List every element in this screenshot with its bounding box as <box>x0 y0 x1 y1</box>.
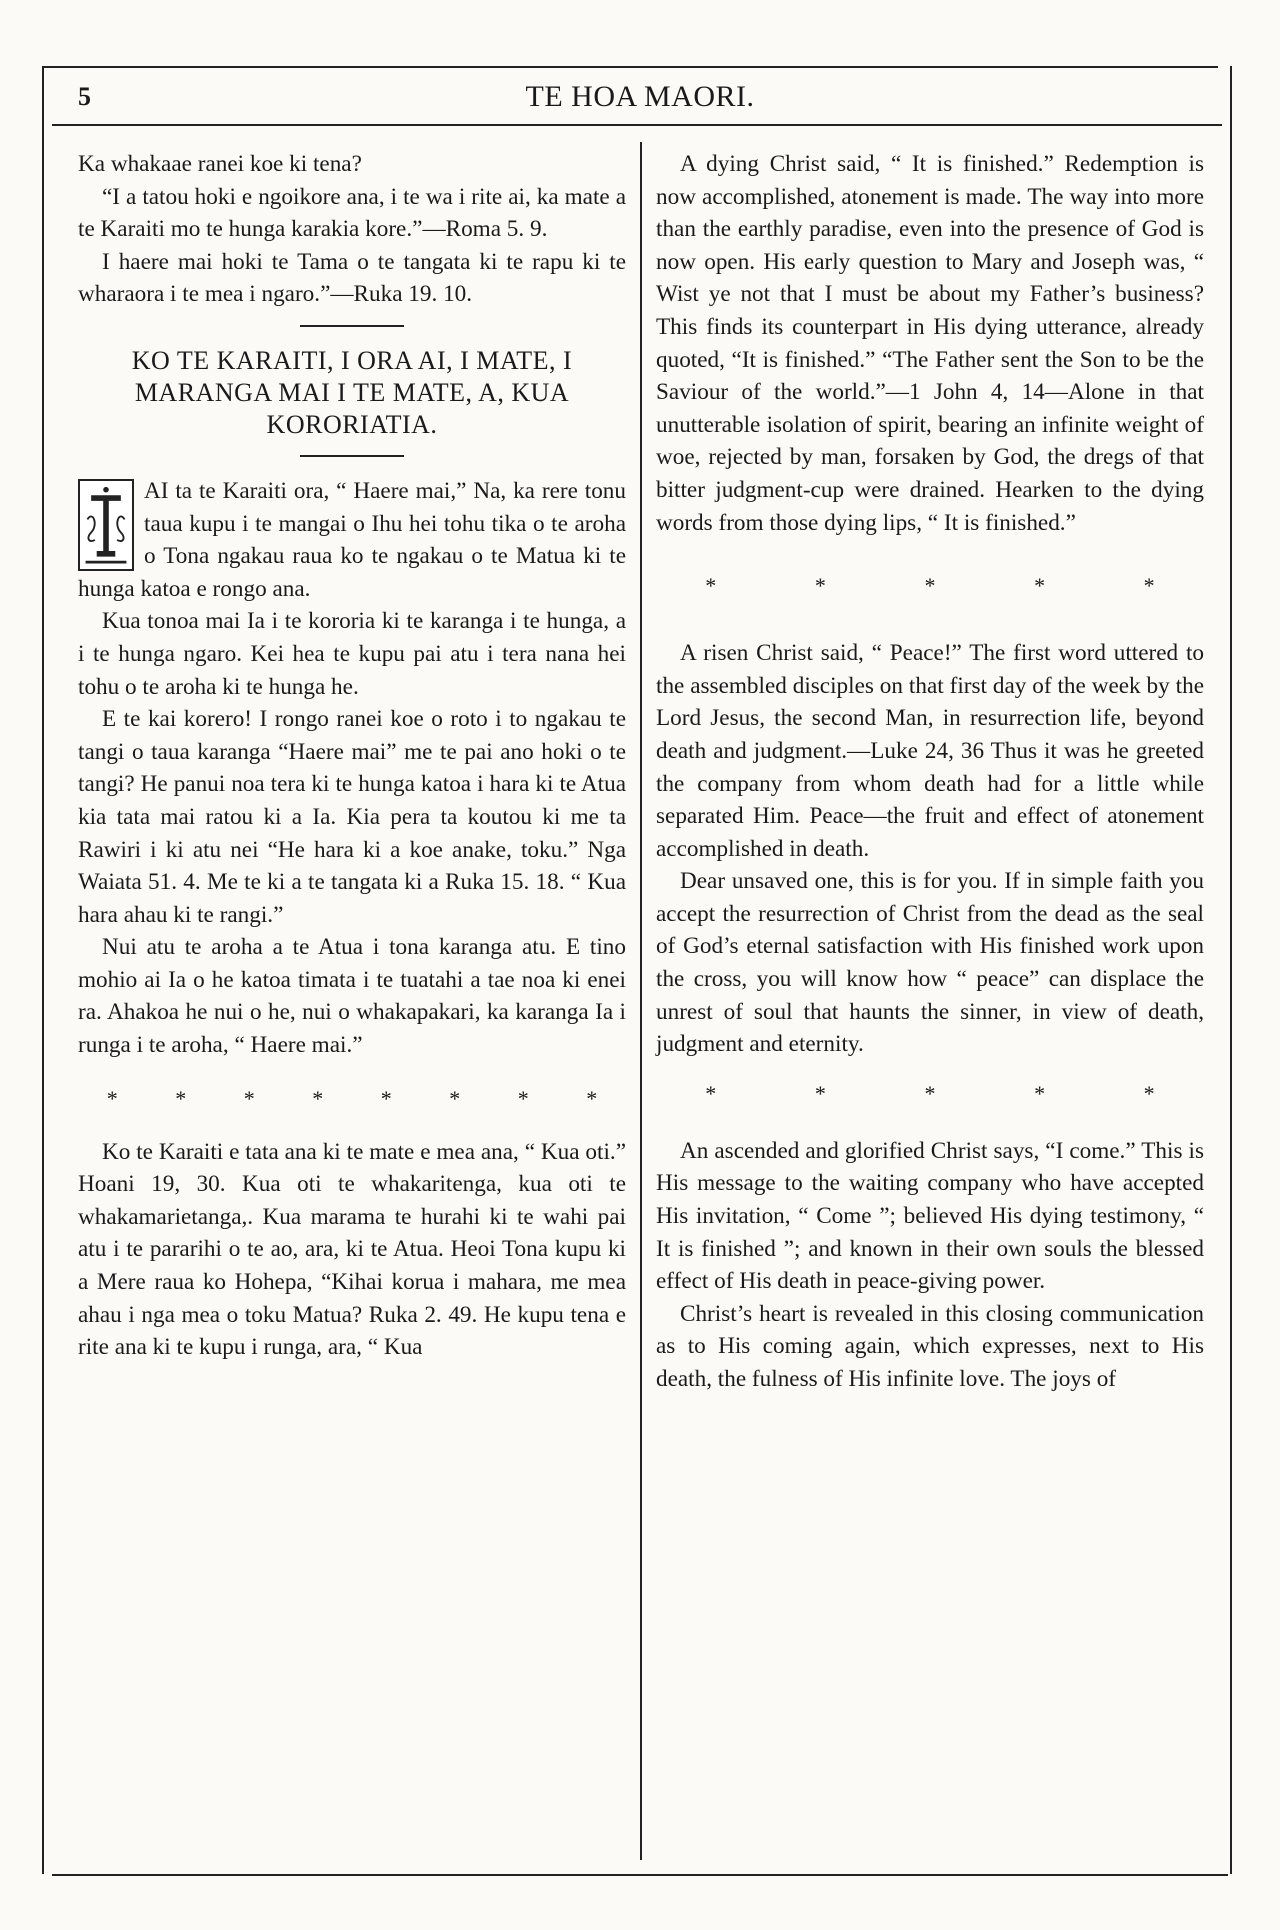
star: * <box>705 1080 717 1106</box>
running-title: TE HOA MAORI. <box>525 80 755 113</box>
paragraph-with-drop-cap <box>78 475 626 605</box>
paragraph: I haere mai hoki te Tama o te tangata ki te rapu ki te wharaora i te mea i ngaro.”—Ruka 19. 10. <box>78 248 626 308</box>
paragraph: “I a tatou hoki e ngoikore ana, i te wa i rite ai, ka mate a te Karaiti mo te hunga karakia kore.”—Roma 5. 9. <box>78 183 626 243</box>
star-separator <box>656 1080 1204 1106</box>
star: * <box>1034 573 1046 599</box>
paragraph: An ascended and glorified Christ says, “I come.” This is His message to the waiting company who have accepted His invitation, “ Come ”; believed His dying testimony, “ It is finished ”; and known in their own souls the blessed effect of His death in peace-giving power. <box>656 1137 1204 1295</box>
section-heading: KO TE KARAITI, I ORA AI, I MATE, I MARANGA MAI I TE MATE, A, KUA KORORIATIA. <box>131 345 573 439</box>
right-column <box>656 148 1204 1396</box>
paragraph: Ka whakaae ranei koe ki tena? <box>78 151 362 177</box>
star: * <box>705 573 717 599</box>
header-rule <box>52 124 1222 126</box>
star: * <box>1143 1080 1155 1106</box>
star-separator <box>78 1085 626 1111</box>
paragraph: AI ta te Karaiti ora, “ Haere mai,” Na, ka rere tonu taua kupu i te mangai o Ihu hei tohu tika o te aroha o Tona ngakau raua ko te ngakau o te Matua ki te hunga katoa e rongo ana. <box>78 477 626 602</box>
star: * <box>586 1085 598 1111</box>
section-rule <box>300 325 404 327</box>
star: * <box>814 573 826 599</box>
star: * <box>517 1085 529 1111</box>
paragraph: Christ’s heart is revealed in this closing communication as to His coming again, which expresses, next to His death, the fulness of His infinite love. The joys of <box>656 1300 1204 1392</box>
paragraph: A dying Christ said, “ It is finished.” Redemption is now accomplished, atonement is made. The way into more than the earthly paradise, even into the presence of God is now open. His early question to Mary and Joseph was, “ Wist ye not that I must be about my Father’s business? This finds its counterpart in His dying utterance, already quoted, “It is finished.” “The Father sent the Son to be the Saviour of the world.”—1 John 4, 14—Alone in that unutterable isolation of spirit, bearing an infinite weight of woe, rejected by man, forsaken by God, the dregs of that bitter judgment-cup were drained. Hearken to the dying words from those dying lips, “ It is finished.” <box>656 151 1204 536</box>
ornamental-initial-icon <box>78 479 134 571</box>
star: * <box>924 1080 936 1106</box>
star: * <box>380 1085 392 1111</box>
paragraph: A risen Christ said, “ Peace!” The first word uttered to the assembled disciples on that first day of the week by the Lord Jesus, the second Man, in resurrection life, beyond death and judgment.—Luke 24, 36 Thus it was he greeted the company from whom death had for a little while separated Him. Peace—the fruit and effect of atonement accomplished in death. <box>656 640 1204 862</box>
left-column <box>78 148 626 1364</box>
star: * <box>1034 1080 1046 1106</box>
star: * <box>924 573 936 599</box>
star: * <box>106 1085 118 1111</box>
star: * <box>243 1085 255 1111</box>
paragraph: Ko te Karaiti e tata ana ki te mate e mea ana, “ Kua oti.” Hoani 19, 30. Kua oti te whakaritenga, kua oti te whakamarietanga,. Kua marama te hurahi ki te wahi pai atu i te pararihi o te ao, ara, ki te Atua. Heoi Tona kupu ki a Mere raua ko Hohepa, “Kihai korua i mahara, me mea ahau i nga mea o toku Matua? Ruka 2. 49. He kupu tena e rite ana ki te kupu i runga, ara, “ Kua <box>78 1138 626 1361</box>
star-separator <box>656 575 1204 597</box>
page-number: 5 <box>78 82 91 111</box>
paragraph: Dear unsaved one, this is for you. If in simple faith you accept the resurrection of Christ from the dead as the seal of God’s eternal satisfaction with His finished work upon the cross, you will know how “ peace” can displace the unrest of soul that haunts the sinner, in view of death, judgment and eternity. <box>656 868 1204 1058</box>
bottom-border-rule <box>52 1874 1228 1876</box>
star: * <box>312 1085 324 1111</box>
paragraph: Nui atu te aroha a te Atua i tona karanga atu. E tino mohio ai Ia o he katoa timata i te tuatahi a tae noa ki enei ra. Ahakoa he nui o he, nui o whakapakari, ka karanga Ia i runga i te aroha, “ Haere mai.” <box>78 934 626 1059</box>
paragraph: E te kai korero! I rongo ranei koe o roto i to ngakau te tangi o taua karanga “Haere mai” me te pai ano hoki o te tangi? He panui noa tera ki te hunga katoa i hara ki te Atua kia tata mai ratou ki a Ia. Kia pera ta koutou ki me ta Rawiri i ki atu nei “He hara ki a koe anake, toku.” Nga Waiata 51. 4. Me te ki a te tangata ki a Ruka 15. 18. “ Kua hara ahau ki te rangi.” <box>78 706 626 928</box>
paragraph: Kua tonoa mai Ia i te kororia ki te karanga i te hunga, a i te hunga ngaro. Kei hea te kupu pai atu i tera nana hei tohu o te aroha ki te hunga he. <box>78 608 626 700</box>
column-divider <box>640 142 642 1860</box>
star: * <box>1143 573 1155 599</box>
star: * <box>175 1085 187 1111</box>
section-rule <box>300 455 404 457</box>
star: * <box>449 1085 461 1111</box>
star: * <box>814 1080 826 1106</box>
